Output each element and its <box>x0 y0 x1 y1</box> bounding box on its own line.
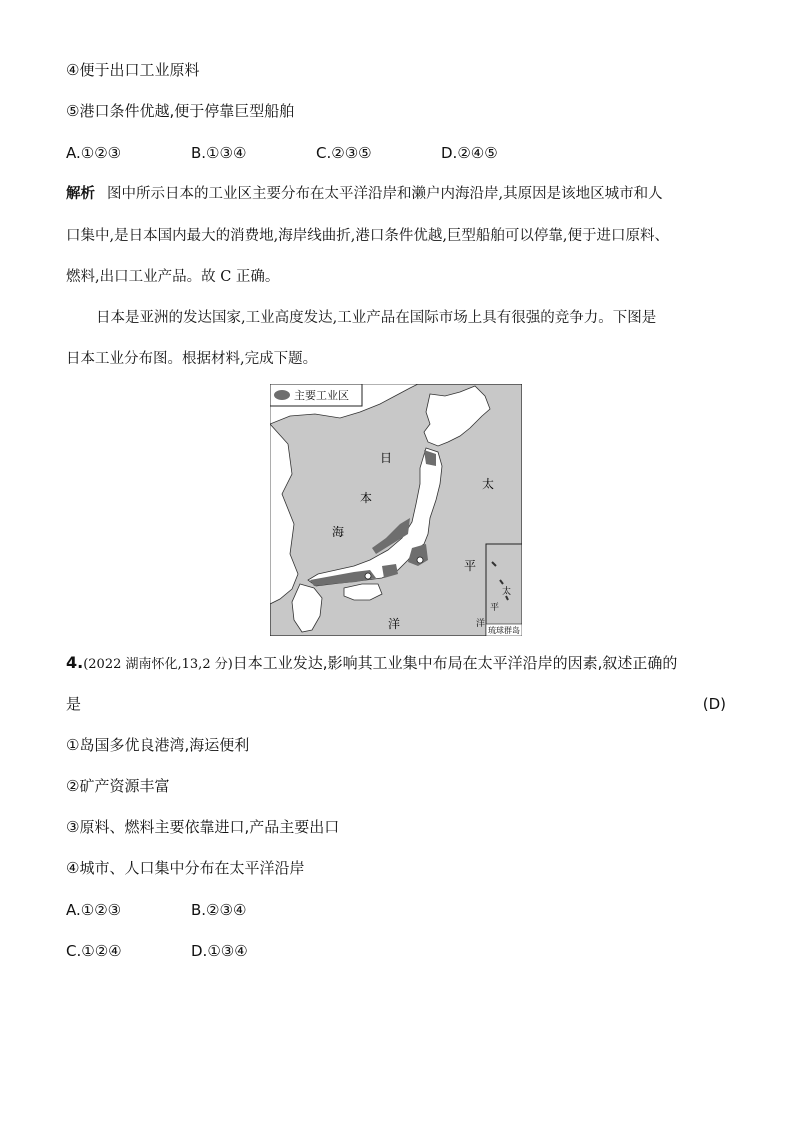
map-legend-label: 主要工业区 <box>294 389 349 402</box>
question-option-a: A.①②③ <box>66 901 122 919</box>
prev-options <box>66 143 498 163</box>
prev-option-c: C.②③⑤ <box>316 144 372 162</box>
analysis-label: 解析 <box>66 186 95 202</box>
question-option-d: D.①③④ <box>191 942 248 960</box>
analysis-line-2: 口集中,是日本国内最大的消费地,海岸线曲折,港口条件优越,巨型船舶可以停靠,便于进口原料、 <box>66 228 670 244</box>
question-options-row-1 <box>66 900 246 920</box>
question-item-3: ③原料、燃料主要依靠进口,产品主要出口 <box>66 818 340 836</box>
prev-option-b: B.①③④ <box>191 144 247 162</box>
map-inset-label-3: 洋 <box>476 619 486 629</box>
map-city-marker <box>417 557 423 563</box>
map-label-japan-sea-1: 日 <box>380 451 393 465</box>
prev-item-5: ⑤港口条件优越,便于停靠巨型船舶 <box>66 102 295 120</box>
prev-option-d: D.②④⑤ <box>441 144 498 162</box>
material-line-1: 日本是亚洲的发达国家,工业高度发达,工业产品在国际市场上具有很强的竞争力。下图是 <box>96 310 657 326</box>
map-inset-label-2: 平 <box>490 603 500 613</box>
analysis-text-1: 图中所示日本的工业区主要分布在太平洋沿岸和濑户内海沿岸,其原因是该地区城市和人 <box>107 186 663 202</box>
question-item-2: ②矿产资源丰富 <box>66 777 170 795</box>
map-inset-label-1: 太 <box>502 587 512 597</box>
map-label-pacific-3: 洋 <box>388 617 401 631</box>
map-label-pacific-2: 平 <box>464 559 477 573</box>
prev-option-a: A.①②③ <box>66 144 122 162</box>
material-line-2: 日本工业分布图。根据材料,完成下题。 <box>66 351 318 367</box>
analysis-line-1 <box>66 184 663 204</box>
question-item-1: ①岛国多优良港湾,海运便利 <box>66 736 250 754</box>
question-stem-2: 是 <box>66 695 82 713</box>
map-label-pacific-1: 太 <box>482 477 495 491</box>
map-city-marker <box>365 573 371 579</box>
question-answer: (D) <box>702 695 726 713</box>
map-inset-label: 琉球群岛 <box>488 626 520 635</box>
question-source: (2022 湖南怀化,13,2 分) <box>83 657 233 672</box>
japan-industry-map <box>270 384 522 636</box>
prev-item-4: ④便于出口工业原料 <box>66 61 200 79</box>
question-number: 4. <box>66 653 84 672</box>
question-stem: 日本工业发达,影响其工业集中布局在太平洋沿岸的因素,叙述正确的 <box>232 654 678 672</box>
analysis-line-3: 燃料,出口工业产品。故 C 正确。 <box>66 269 280 285</box>
map-label-japan-sea-2: 本 <box>360 491 373 505</box>
question-options-row-2 <box>66 941 248 961</box>
question-item-4: ④城市、人口集中分布在太平洋沿岸 <box>66 859 305 877</box>
map-label-japan-sea-3: 海 <box>332 525 345 539</box>
question-option-c: C.①②④ <box>66 942 122 960</box>
question-4-stem <box>66 653 677 675</box>
question-option-b: B.②③④ <box>191 901 247 919</box>
map-legend-swatch <box>274 390 290 400</box>
